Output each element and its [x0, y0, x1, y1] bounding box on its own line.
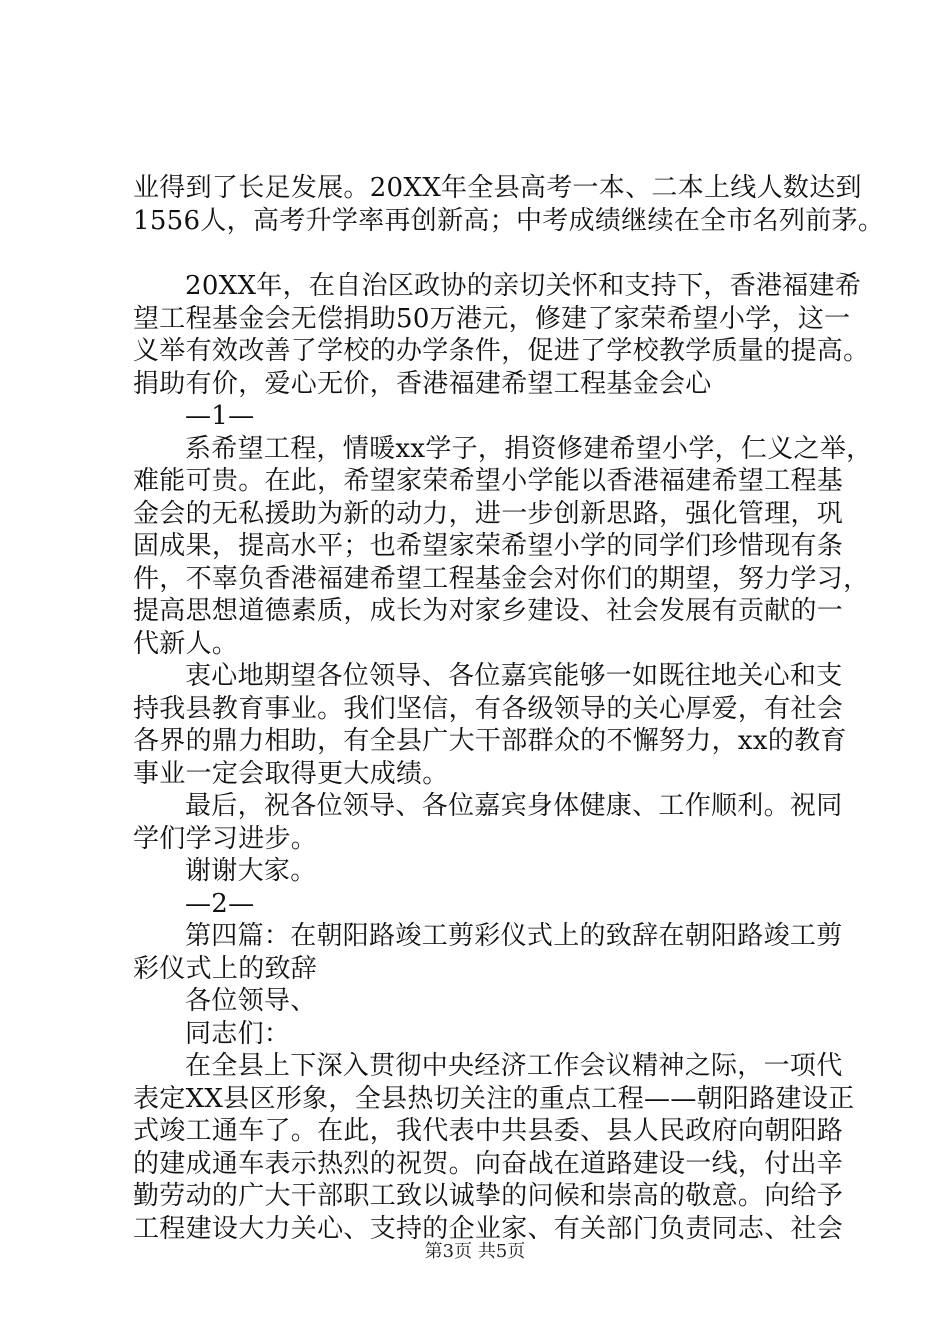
section-heading: 彩仪式上的致辞 — [133, 953, 318, 984]
text-line: 望工程基金会无偿捐助50万港元，修建了家荣希望小学，这一 — [133, 303, 851, 334]
section-heading: 第四篇：在朝阳路竣工剪彩仪式上的致辞在朝阳路竣工剪 — [185, 921, 843, 951]
text-line: 最后，祝各位领导、各位嘉宾身体健康、工作顺利。祝同 — [185, 791, 843, 821]
page-marker: —2— — [185, 888, 255, 919]
page-footer — [0, 1240, 950, 1264]
text-line: 各界的鼎力相助，有全县广大干部群众的不懈努力，xx的教育 — [133, 726, 847, 756]
document-body — [133, 172, 885, 1278]
text-line: 代新人。 — [133, 628, 239, 659]
text-line: 捐助有价，爱心无价，香港福建希望工程基金会心 — [133, 368, 712, 399]
text-line: 业得到了长足发展。20XX年全县高考一本、二本上线人数达到 — [133, 173, 862, 203]
page-number-label: 第3页 共5页 — [424, 1241, 526, 1262]
text-line: 表定XX县区形象，全县热切关注的重点工程——朝阳路建设正 — [133, 1083, 855, 1114]
text-line: 义举有效改善了学校的办学条件，促进了学校教学质量的提高。 — [133, 336, 870, 366]
text-line: 谢谢大家。 — [185, 856, 317, 886]
text-line: 件，不辜负香港福建希望工程基金会对你们的期望，努力学习， — [133, 563, 870, 594]
text-line: 难能可贵。在此，希望家荣希望小学能以香港福建希望工程基 — [133, 466, 844, 496]
text-line: 金会的无私援助为新的动力，进一步创新思路，强化管理，巩 — [133, 498, 844, 529]
text-line: 20XX年，在自治区政协的亲切关怀和支持下，香港福建希 — [185, 271, 862, 301]
salutation: 同志们： — [185, 1018, 291, 1049]
text-line: 系希望工程，情暖xx学子，捐资修建希望小学，仁义之举， — [185, 433, 873, 464]
text-line: 勤劳动的广大干部职工致以诚挚的问候和崇高的敬意。向给予 — [133, 1181, 844, 1211]
paragraph-gap — [133, 237, 853, 270]
text-line: 提高思想道德素质，成长为对家乡建设、社会发展有贡献的一 — [133, 596, 844, 626]
text-line: 固成果，提高水平；也希望家荣希望小学的同学们珍惜现有条 — [133, 531, 844, 561]
text-line: 事业一定会取得更大成绩。 — [133, 758, 449, 789]
text-line: 工程建设大力关心、支持的企业家、有关部门负责同志、社会 — [133, 1213, 844, 1244]
text-line: 1556人，高考升学率再创新高；中考成绩继续在全市名列前茅。 — [133, 205, 885, 236]
text-line: 持我县教育事业。我们坚信，有各级领导的关心厚爱，有社会 — [133, 693, 844, 724]
salutation: 各位领导、 — [185, 986, 317, 1016]
text-line: 衷心地期望各位领导、各位嘉宾能够一如既往地关心和支 — [185, 661, 843, 691]
text-line: 在全县上下深入贯彻中央经济工作会议精神之际，一项代 — [185, 1051, 843, 1081]
text-line: 学们学习进步。 — [133, 823, 318, 854]
page-marker: —1— — [185, 401, 255, 431]
text-line: 的建成通车表示热烈的祝贺。向奋战在道路建设一线，付出辛 — [133, 1148, 844, 1179]
text-line: 式竣工通车了。在此，我代表中共县委、县人民政府向朝阳路 — [133, 1116, 844, 1146]
